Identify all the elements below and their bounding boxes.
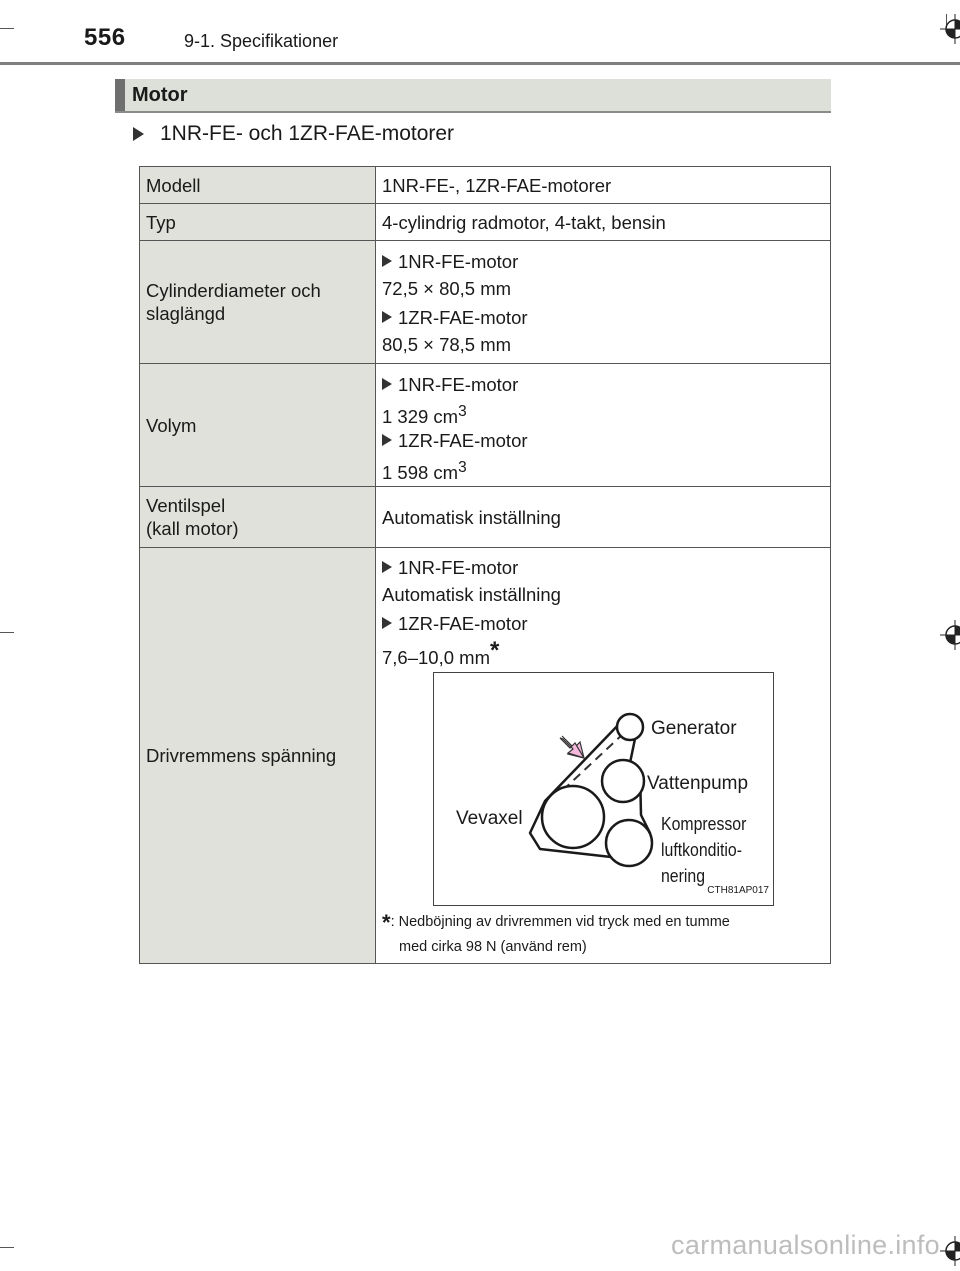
label-water-pump: Vattenpump <box>647 773 749 794</box>
spec-label: Typ <box>140 204 376 241</box>
value-text: 7,6–10,0 mm* <box>382 637 500 668</box>
triangle-bullet-icon <box>133 127 144 141</box>
engine-heading: 1NR-FE-motor <box>382 552 824 582</box>
registration-mark-icon <box>940 620 960 650</box>
footnote-marker: * <box>489 637 500 664</box>
triangle-bullet-icon <box>382 255 392 267</box>
registration-mark-icon <box>940 1236 960 1266</box>
spec-label-line: Ventilspel <box>146 495 226 516</box>
spec-value: 1NR-FE-, 1ZR-FAE-motorer <box>376 167 831 204</box>
spec-label: Modell <box>140 167 376 204</box>
spec-label: Drivremmens spänning <box>140 548 376 964</box>
spec-label <box>140 241 376 364</box>
page-number: 556 <box>84 24 126 51</box>
engine-heading: 1ZR-FAE-motor <box>382 608 824 638</box>
engine-heading: 1NR-FE-motor <box>382 246 824 276</box>
belt-diagram <box>433 672 774 906</box>
header-rule <box>0 62 960 65</box>
label-generator: Generator <box>651 718 737 739</box>
spec-label-line: slaglängd <box>146 303 226 324</box>
section-title: Motor <box>132 84 188 106</box>
spec-label-line: Cylinderdiameter och <box>146 280 321 301</box>
spec-label-line: (kall motor) <box>146 518 239 539</box>
triangle-bullet-icon <box>382 311 392 323</box>
spec-value <box>376 364 831 487</box>
table-row <box>140 241 831 364</box>
crop-mark <box>0 1247 14 1248</box>
table-row <box>140 364 831 487</box>
table-row <box>140 487 831 548</box>
subheading-text: 1NR-FE- och 1ZR-FAE-motorer <box>160 122 455 145</box>
registration-mark-icon <box>940 14 960 44</box>
footnote <box>382 910 824 959</box>
spec-value <box>376 548 831 964</box>
label-compressor: Kompressor luftkonditio- nering <box>661 814 747 886</box>
spec-value: Automatisk inställning <box>376 487 831 548</box>
table-row <box>140 204 831 241</box>
table-row <box>140 167 831 204</box>
value-text: 72,5 × 80,5 mm <box>382 278 512 299</box>
triangle-bullet-icon <box>382 617 392 629</box>
spec-label: Volym <box>140 364 376 487</box>
title-bar-stripe <box>115 79 125 111</box>
section-title-bar <box>115 79 831 113</box>
crop-mark <box>0 632 14 633</box>
engine-heading: 1ZR-FAE-motor <box>382 425 824 455</box>
cube-exponent: 3 <box>458 459 467 476</box>
label-crankshaft: Vevaxel <box>456 808 523 829</box>
watermark: carmanualsonline.info <box>671 1230 940 1260</box>
diagram-code: CTH81AP017 <box>707 885 769 896</box>
triangle-bullet-icon <box>382 561 392 573</box>
subheading <box>133 122 454 146</box>
cube-exponent: 3 <box>458 403 467 420</box>
footnote-text: med cirka 98 N (använd rem) <box>399 939 587 955</box>
section-label: 9-1. Specifikationer <box>184 31 339 51</box>
engine-heading: 1NR-FE-motor <box>382 369 824 399</box>
crop-mark <box>0 28 14 29</box>
table-row <box>140 548 831 964</box>
spec-label <box>140 487 376 548</box>
spec-value <box>376 241 831 364</box>
engine-heading: 1ZR-FAE-motor <box>382 302 824 332</box>
footnote-text: : Nedböjning av drivremmen vid tryck med en tumme <box>390 914 730 930</box>
spec-table <box>139 166 831 964</box>
value-text: 80,5 × 78,5 mm <box>382 334 512 355</box>
footnote-marker: * <box>382 910 391 935</box>
triangle-bullet-icon <box>382 378 392 390</box>
spec-value: 4-cylindrig radmotor, 4-takt, bensin <box>376 204 831 241</box>
value-text: Automatisk inställning <box>382 584 561 605</box>
value-text: 1 598 $cm^3$ <box>382 459 467 484</box>
triangle-bullet-icon <box>382 434 392 446</box>
value-text: 1 329 $cm^3$ <box>382 403 467 428</box>
